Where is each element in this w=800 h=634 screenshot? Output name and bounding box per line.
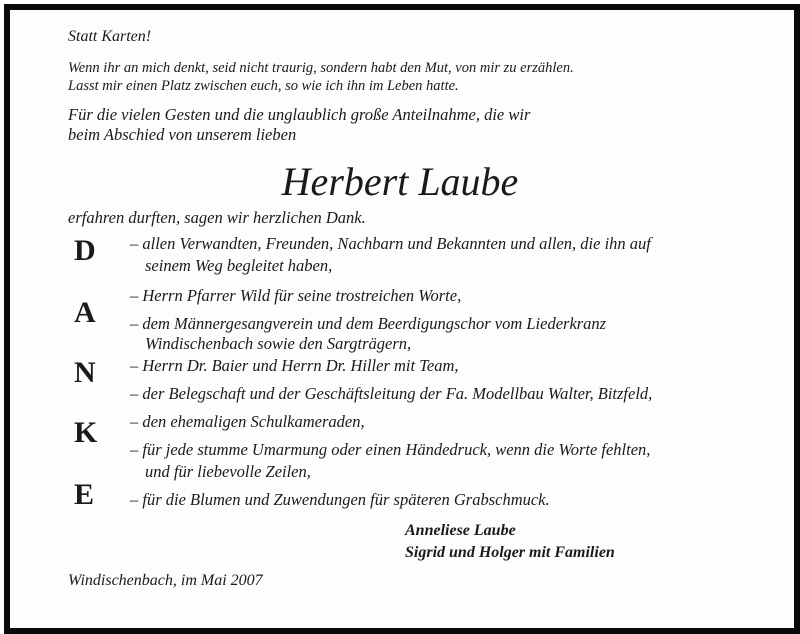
thanks-item-continuation: und für liebevolle Zeilen, xyxy=(145,462,311,481)
quote-line-2: Lasst mir einen Platz zwischen euch, so wie ich ihn im Leben hatte. xyxy=(68,78,459,94)
danke-letter-e: E xyxy=(74,478,95,511)
thanks-item: – den ehemaligen Schulkameraden, xyxy=(130,412,365,431)
danke-letter-d: D xyxy=(74,234,96,267)
danke-letter-n: N xyxy=(74,356,96,389)
danke-letter-a: A xyxy=(74,296,96,329)
thanks-item: – für jede stumme Umarmung oder einen Händedruck, wenn die Worte fehlten, xyxy=(130,440,651,459)
quote-line-1: Wenn ihr an mich denkt, seid nicht traurig, sondern habt den Mut, von mir zu erzählen. xyxy=(68,60,574,76)
intro-line-1: Für die vielen Gesten und die unglaublich große Anteilnahme, die wir xyxy=(68,105,531,124)
thanks-item: – für die Blumen und Zuwendungen für späteren Grabschmuck. xyxy=(130,490,550,509)
thanks-item: – allen Verwandten, Freunden, Nachbarn und Bekannten und allen, die ihn auf xyxy=(130,234,651,253)
obituary-notice xyxy=(4,4,800,634)
intro-line-2: beim Abschied von unserem lieben xyxy=(68,125,297,144)
signatory: Anneliese Laube xyxy=(405,522,516,539)
place-date: Windischenbach, im Mai 2007 xyxy=(68,572,263,589)
thanks-item-continuation: Windischenbach sowie den Sargträgern, xyxy=(145,334,412,353)
danke-letter-k: K xyxy=(74,416,98,449)
deceased-name: Herbert Laube xyxy=(281,159,519,204)
thanks-item: – Herrn Dr. Baier und Herrn Dr. Hiller mit Team, xyxy=(130,356,459,375)
thanks-item: – dem Männergesangverein und dem Beerdigungschor vom Liederkranz xyxy=(130,314,607,333)
salutation: Statt Karten! xyxy=(68,28,152,45)
thanks-item: – der Belegschaft und der Geschäftsleitung der Fa. Modellbau Walter, Bitzfeld, xyxy=(130,384,653,403)
thanks-item: – Herrn Pfarrer Wild für seine trostreichen Worte, xyxy=(130,286,462,305)
signatory: Sigrid und Holger mit Familien xyxy=(405,544,615,561)
thanks-item-continuation: seinem Weg begleitet haben, xyxy=(145,256,333,275)
thanks-line: erfahren durften, sagen wir herzlichen Dank. xyxy=(68,208,366,227)
